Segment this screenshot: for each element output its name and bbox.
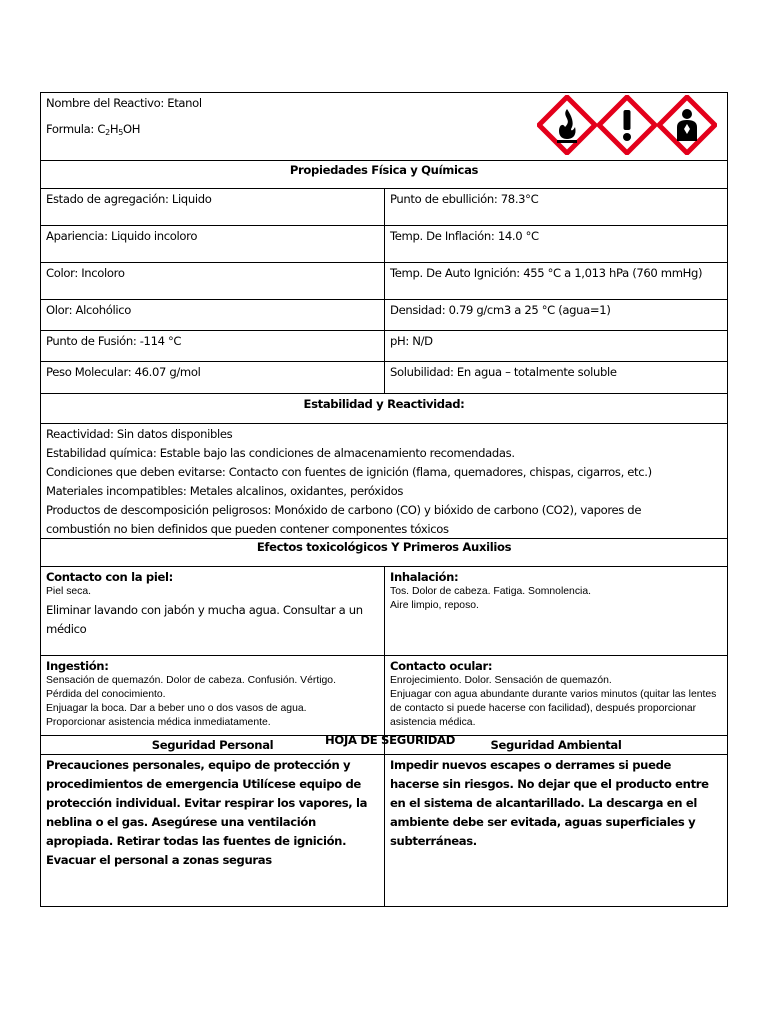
health-hazard-icon	[657, 95, 717, 155]
prop-cell: Estado de agregación: Liquido	[46, 192, 212, 206]
ocular-title: Contacto ocular:	[390, 659, 493, 673]
estabilidad-line: Productos de descomposición peligrosos: Monóxido de carbono (CO) y bióxido de carbono (CO2), vapores de	[46, 503, 642, 517]
prop-cell: Punto de ebullición: 78.3°C	[384, 189, 727, 225]
prop-row	[40, 300, 728, 331]
estabilidad-title-row	[40, 394, 728, 424]
prop-cell: Color: Incoloro	[46, 266, 125, 280]
efectos-title-row	[40, 539, 728, 567]
estabilidad-line: Estabilidad química: Estable bajo las condiciones de almacenamiento recomendadas.	[46, 446, 515, 460]
seguridad-personal-text: Precauciones personales, equipo de protección y procedimientos de emergencia Utilícese equipo de protección individual. Evitar respirar los vapores, la neblina o el gas. Asegúrese una ventilación apropiada. Retirar todas las fuentes de ignición. Evacuar el personal a zonas seguras	[46, 758, 368, 867]
seguridad-personal-title: Seguridad Personal	[151, 738, 274, 752]
exclamation-icon	[597, 95, 657, 155]
efectos-title: Efectos toxicológicos Y Primeros Auxilios	[256, 540, 512, 554]
ingestion-line: Enjuagar la boca. Dar a beber uno o dos vasos de agua.	[46, 703, 307, 714]
estabilidad-line: Reactividad: Sin datos disponibles	[46, 427, 233, 441]
inhalacion-line: Tos. Dolor de cabeza. Fatiga. Somnolencia.	[390, 586, 591, 597]
piel-cell	[41, 567, 384, 655]
ingestion-title: Ingestión:	[46, 659, 109, 673]
prop-row	[40, 362, 728, 394]
seguridad-body-row	[40, 755, 728, 907]
prop-cell: Punto de Fusión: -114 °C	[46, 334, 182, 348]
prop-cell: Peso Molecular: 46.07 g/mol	[46, 365, 201, 379]
prop-cell: Apariencia: Liquido incoloro	[46, 229, 198, 243]
prop-cell: pH: N/D	[384, 331, 727, 361]
ingestion-line: Sensación de quemazón. Dolor de cabeza. Confusión. Vértigo.	[46, 675, 336, 686]
prop-cell: Solubilidad: En agua – totalmente soluble	[384, 362, 727, 393]
inhalacion-line: Aire limpio, reposo.	[390, 600, 479, 611]
ingestion-line: Pérdida del conocimiento.	[46, 689, 166, 700]
ingestion-line: Proporcionar asistencia médica inmediatamente.	[46, 717, 271, 728]
estabilidad-line: Condiciones que deben evitarse: Contacto con fuentes de ignición (flama, quemadores, chispas, cigarros, etc.)	[46, 465, 652, 479]
flame-icon	[537, 95, 597, 155]
inhalacion-cell	[384, 567, 727, 655]
safety-data-sheet	[40, 92, 728, 907]
ingestion-cell	[41, 656, 384, 735]
reagent-name: Nombre del Reactivo: Etanol	[46, 96, 202, 110]
piel-body: Eliminar lavando con jabón y mucha agua. Consultar a un médico	[46, 603, 363, 636]
document-title: HOJA DE SEGURIDAD	[325, 733, 456, 747]
ocular-line: Enjuagar con agua abundante durante varios minutos (quitar las lentes de contacto si puede hacerse con facilidad), después proporcionar asistencia médica.	[390, 689, 717, 728]
prop-row	[40, 226, 728, 263]
inhalacion-title: Inhalación:	[390, 570, 459, 584]
estabilidad-line: combustión no bien definidos que pueden contener componentes tóxicos	[46, 522, 449, 536]
header-row	[40, 92, 728, 161]
prop-cell: Temp. De Inflación: 14.0 °C	[384, 226, 727, 262]
estabilidad-title: Estabilidad y Reactividad:	[303, 397, 465, 411]
efectos-row-2	[40, 656, 728, 736]
seguridad-ambiental-title: Seguridad Ambiental	[384, 736, 727, 754]
propiedades-title: Propiedades Física y Químicas	[289, 163, 479, 177]
ocular-line: Enrojecimiento. Dolor. Sensación de quemazón.	[390, 675, 612, 686]
prop-row	[40, 263, 728, 300]
piel-title: Contacto con la piel:	[46, 570, 173, 584]
seguridad-ambiental-text: Impedir nuevos escapes o derrames si puede hacerse sin riesgos. No dejar que el producto entre en el sistema de alcantarillado. La descarga en el ambiente debe ser evitada, aguas superficiales y subterráneas.	[384, 755, 727, 906]
propiedades-title-row	[40, 161, 728, 189]
formula: Formula: $C_2H_5OH$	[46, 122, 141, 137]
estabilidad-line: Materiales incompatibles: Metales alcalinos, oxidantes, peróxidos	[46, 484, 404, 498]
prop-cell: Densidad: 0.79 g/cm3 a 25 °C (agua=1)	[384, 300, 727, 330]
estabilidad-body-row	[40, 424, 728, 539]
prop-row	[40, 331, 728, 362]
prop-cell: Olor: Alcohólico	[46, 303, 131, 317]
prop-cell: Temp. De Auto Ignición: 455 °C a 1,013 hPa (760 mmHg)	[384, 263, 727, 299]
efectos-row-1	[40, 567, 728, 656]
ocular-cell	[384, 656, 727, 735]
prop-row	[40, 189, 728, 226]
ghs-pictograms	[537, 95, 717, 155]
estabilidad-body	[41, 424, 727, 538]
piel-small: Piel seca.	[46, 586, 92, 597]
